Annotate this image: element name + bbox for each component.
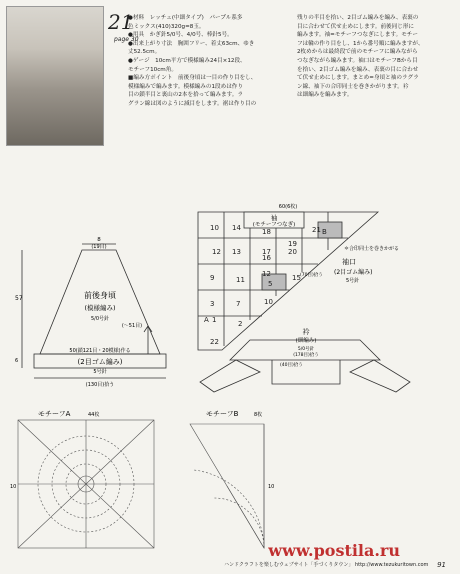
collar-needle: 5/0号針 (297, 347, 315, 352)
body-bottom-sub: (130目)拾う (85, 382, 115, 388)
motif-number: 7 (236, 300, 241, 308)
spec-line: 目の鎖半目と裏山の2本を拾って編みます。ラ (128, 92, 243, 99)
motif-number: 12 (212, 248, 221, 256)
motif-number: A (204, 316, 209, 324)
spec-line: 2枚めからは最終段で前のモチーフに編みながら (297, 49, 418, 56)
spec-line: ●材料 レッチェ(中細タイプ) パープル系多 (128, 15, 243, 21)
motif-number: 10 (264, 298, 273, 306)
motif-b-size: 10 (268, 484, 275, 490)
body-top-sub: (19目) (91, 244, 107, 250)
motif-arc (214, 498, 264, 548)
motif-number: B (322, 228, 327, 236)
motif-number: 11 (236, 276, 245, 284)
body-needle: 5/0号針 (90, 316, 110, 322)
spec-line: ●ゲージ 10cm平方で模様編み24目×12段、 (128, 57, 246, 64)
cuff-title: 袖口 (342, 258, 356, 266)
motif-number: 15 (292, 274, 301, 282)
body-trim-needle: 5号針 (93, 369, 107, 375)
body-title: 前後身頃 (84, 291, 116, 300)
sleeve-title: 袖 (270, 214, 278, 222)
spec-line: 模様編みで編みます。模様編みの1段めは作り (128, 83, 243, 90)
collar-title: 衿 (302, 328, 310, 336)
spec-line: グラン線は図のように減目をします。裾は作り目の (128, 100, 257, 107)
page-number: 91 (437, 561, 446, 569)
pattern-number: 21 (108, 10, 134, 34)
motif-number: 21 (312, 226, 321, 234)
spec-line: 編みます。袖=モチーフつなぎにします。モチー (297, 32, 418, 39)
spec-line: て伏せ止めにします。まとめ=身頃と袖のラグラ (297, 75, 419, 82)
cuff-count: (70目)拾う (300, 273, 323, 278)
collar-count: (178目)拾う (293, 353, 319, 358)
spec-line: 色ミックス(410)320g=8玉。 (128, 23, 205, 30)
spec-line: は細編みを編みます。 (297, 92, 353, 99)
spec-line: ●出来上がり寸法 胸囲フリー、着丈63cm、ゆき (128, 40, 255, 47)
cuff-needle: 5号針 (346, 278, 360, 284)
sleeve-sub: (モチーフつなぎ) (252, 222, 296, 228)
motif-spoke (227, 486, 264, 548)
spec-line: ン線、袖下の合印同士を巻きかがります。衿 (297, 83, 409, 90)
spec-line: つなぎながら編みます。袖口はモチーフBから目 (297, 57, 418, 64)
spec-line: 目に合わせて伏せ止めにします。前後同じ形に (297, 23, 415, 30)
motif-number: 22 (210, 338, 219, 346)
footer-text: ハンドクラフトを楽しむウェブサイト「手づくりタウン」 http://www.tezukuritown.com (224, 562, 429, 568)
body-rib-height: 6 (15, 358, 19, 364)
motif-number: 19 (288, 240, 297, 248)
sleeve-top-width: 60(6枚) (278, 204, 298, 210)
motif-number: 5 (268, 280, 273, 288)
cuff-sub: (2目ゴム編み) (334, 269, 373, 276)
motif-a-count: 44枚 (88, 412, 100, 418)
body-top-width: 8 (97, 237, 101, 243)
direction-arrow (144, 326, 152, 354)
body-trim-label: (2目ゴム編み) (77, 358, 123, 366)
motif-number: 1 (212, 316, 217, 324)
motif-number: 9 (210, 274, 215, 282)
spec-line: ■編み方ポイント 前後身頃は一目の作り目をし、 (128, 75, 257, 82)
motif-b-diagram (190, 424, 264, 548)
spec-line: 丈52.5cm。 (128, 49, 161, 56)
spec-line: フは輪の作り目をし、1から番号順に編みますが、 (297, 40, 424, 47)
collar-side: (40目)拾う (280, 363, 303, 368)
motif-a-size: 10 (10, 484, 17, 490)
body-bottom-count: 50(鎖121目・20模様)作る (69, 348, 131, 354)
spec-line: ●用具 かぎ針5/0号、4/0号、棒針5号。 (128, 32, 233, 39)
body-height: 57 (15, 295, 23, 302)
body-outline (40, 250, 160, 354)
motif-number: 17 (262, 248, 271, 256)
motif-number: 14 (232, 224, 241, 232)
spec-line: を拾い、2目ゴム編みを編み、表裏の目に合わせ (297, 66, 419, 73)
motif-number: 16 (262, 254, 271, 262)
motif-b-title: モチーフB (206, 410, 239, 418)
collar-right-flap (350, 360, 410, 392)
sleeve-note: ＊合印同士を巻きかがる (344, 246, 400, 252)
collar-sub: (細編み) (295, 338, 317, 344)
motif-a-diagram (18, 420, 154, 548)
body-stitch: (模様編み) (84, 304, 116, 312)
motif-arc (194, 470, 264, 548)
site-watermark: www.postila.ru (268, 541, 400, 560)
motif-a-title: モチーフA (38, 410, 71, 418)
motif-number: 3 (210, 300, 215, 308)
motif-number: 12 (262, 270, 271, 278)
spec-line: モチーフ10cm角。 (128, 66, 177, 73)
motif-number: 18 (262, 228, 271, 236)
motif-number: 20 (288, 248, 297, 256)
body-pattern-note: (～51目) (121, 323, 143, 329)
motif-number: 10 (210, 224, 219, 232)
motif-b-count: 8枚 (254, 412, 263, 418)
motif-number: 2 (238, 320, 243, 328)
collar-left-flap (200, 360, 260, 392)
spec-line: 残りの半目を拾い、2目ゴム編みを編み、表裏の (297, 15, 419, 21)
page-reference: page 30 (114, 36, 139, 43)
motif-number: 13 (232, 248, 241, 256)
